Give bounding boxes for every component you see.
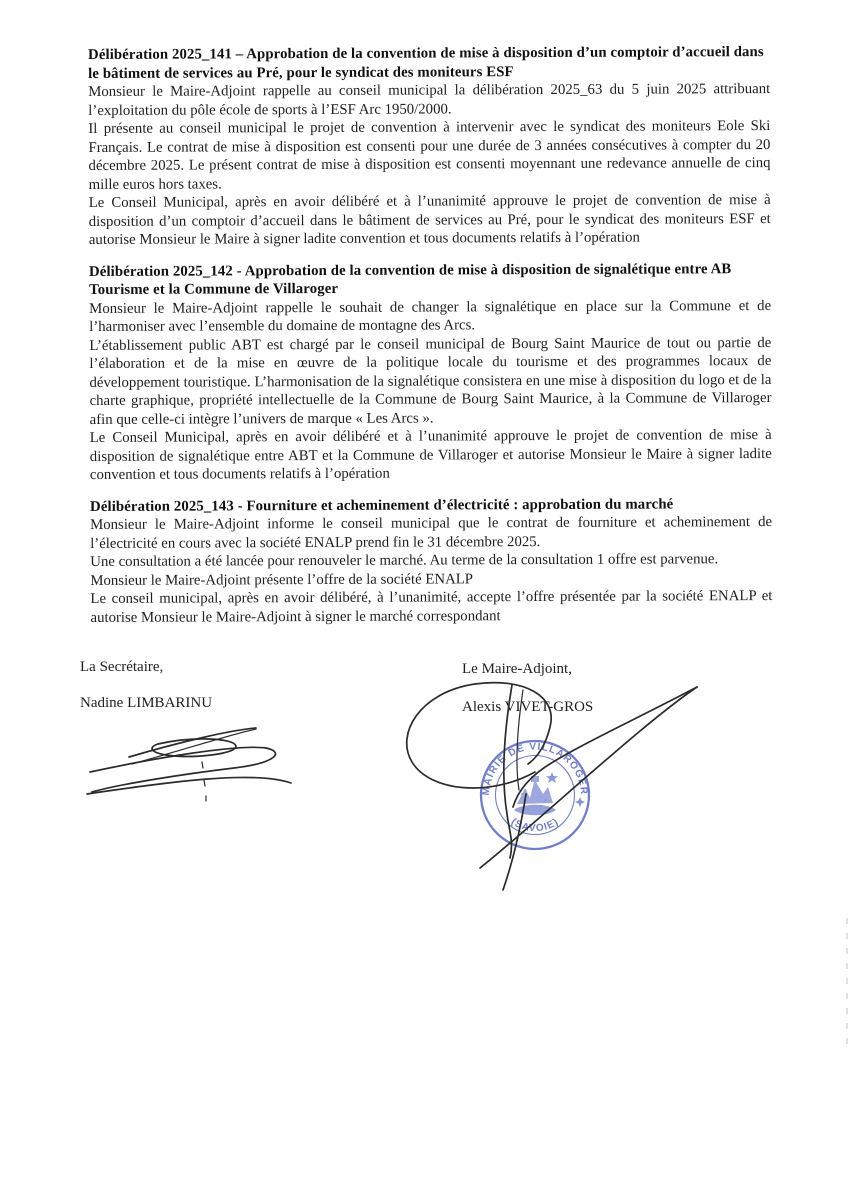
scan-edge-artifact xyxy=(846,918,848,1053)
deliberation-141-heading: Délibération 2025_141 – Approbation de la convention de mise à disposition d’un comptoir d’accueil dans le bâtiment de services au Pré, pour le syndicat des moniteurs ESF xyxy=(88,44,764,82)
mayor-adjoint-signature xyxy=(390,672,708,894)
deliberation-141-paragraph-1: Monsieur le Maire-Adjoint rappelle au conseil municipal la délibération 2025_63 du 5 juin 2025 attribuant l’exploitation du pôle école de sports à l’ESF Arc 1950/2000. xyxy=(88,81,771,119)
secretary-signature xyxy=(85,713,300,808)
deliberation-142-paragraph-1: Monsieur le Maire-Adjoint rappelle le souhait de changer la signalétique en place sur la Commune et de l’harmoniser avec l’ensemble du domaine de montagne des Arcs. xyxy=(89,297,772,335)
deliberation-143-paragraph-2: Une consultation a été lancée pour renouveler le marché. Au terme de la consultation 1 offre est parvenue. xyxy=(90,551,719,570)
deliberation-2025-141 xyxy=(88,43,771,249)
stamp-arc-bottom-text: (SAVOIE) xyxy=(509,816,561,835)
deliberation-142-heading: Délibération 2025_142 - Approbation de la convention de mise à disposition de signalétique entre AB Tourisme et la Commune de Villaroger xyxy=(88,260,732,298)
deliberation-2025-143 xyxy=(90,495,773,627)
mayor-adjoint-name: Alexis VIVET-GROS xyxy=(462,699,594,715)
secretary-name: Nadine LIMBARINU xyxy=(80,695,213,711)
deliberation-143-paragraph-3: Monsieur le Maire-Adjoint présente l’offre de la société ENALP xyxy=(90,570,474,589)
mayor-adjoint-role-label: Le Maire-Adjoint, xyxy=(462,661,572,677)
deliberation-141-paragraph-3: Le Conseil Municipal, après en avoir délibéré et à l’unanimité approuve le projet de convention de mise à disposition d’un comptoir d’accueil dans le bâtiment de services au Pré, pour le syndicat des moniteurs ESF et autorise Monsieur le Maire à signer ladite convention et tous documents relatifs à l’opération xyxy=(88,192,771,248)
deliberation-142-paragraph-3: Le Conseil Municipal, après en avoir délibéré et à l’unanimité approuve le projet de convention de mise à disposition de signalétique entre ABT et la Commune de Villaroger et autorise Monsieur le Maire à signer ladite convention et tous documents relatifs à l’opération xyxy=(89,427,772,483)
stamp-arc-top-text: MAIRIE DE VILLAROGER xyxy=(480,741,590,796)
deliberation-143-paragraph-4: Le conseil municipal, après en avoir délibéré, à l’unanimité, accepte l’offre présentée par la société ENALP et autorise Monsieur le Maire-Adjoint à signer le marché correspondant xyxy=(90,588,773,626)
deliberation-142-paragraph-2: L’établissement public ABT est chargé par le conseil municipal de Bourg Saint Maurice de tout ou partie de l’élaboration et de la mise en œuvre de la politique locale du tourisme et des programmes locaux de développement touristique. L’harmonisation de la signalétique consistera en une mise à disposition du logo et de la charte graphique, propriété intellectuelle de la Commune de Bourg Saint Maurice, à la Commune de Villaroger afin que celle-ci intègre l’univers de marque « Les Arcs ». xyxy=(89,334,772,428)
document-body xyxy=(88,43,773,640)
deliberation-2025-142 xyxy=(89,260,772,485)
deliberation-143-heading: Délibération 2025_143 - Fourniture et acheminement d’électricité : approbation du marché xyxy=(89,495,674,515)
secretary-role-label: La Secrétaire, xyxy=(80,659,164,675)
deliberation-141-paragraph-2: Il présente au conseil municipal le projet de convention à intervenir avec le syndicat des moniteurs Eole Ski Français. Le contrat de mise à disposition est consenti pour une durée de 3 années consécutives à compter du 20 décembre 2025. Le présent contrat de mise à disposition est consenti moyennant une redevance annuelle de cinq mille euros hors taxes. xyxy=(88,118,771,193)
deliberation-143-paragraph-1: Monsieur le Maire-Adjoint informe le conseil municipal que le contrat de fourniture et acheminement de l’électricité en cours avec la société ENALP prend fin le 31 décembre 2025. xyxy=(90,514,773,552)
